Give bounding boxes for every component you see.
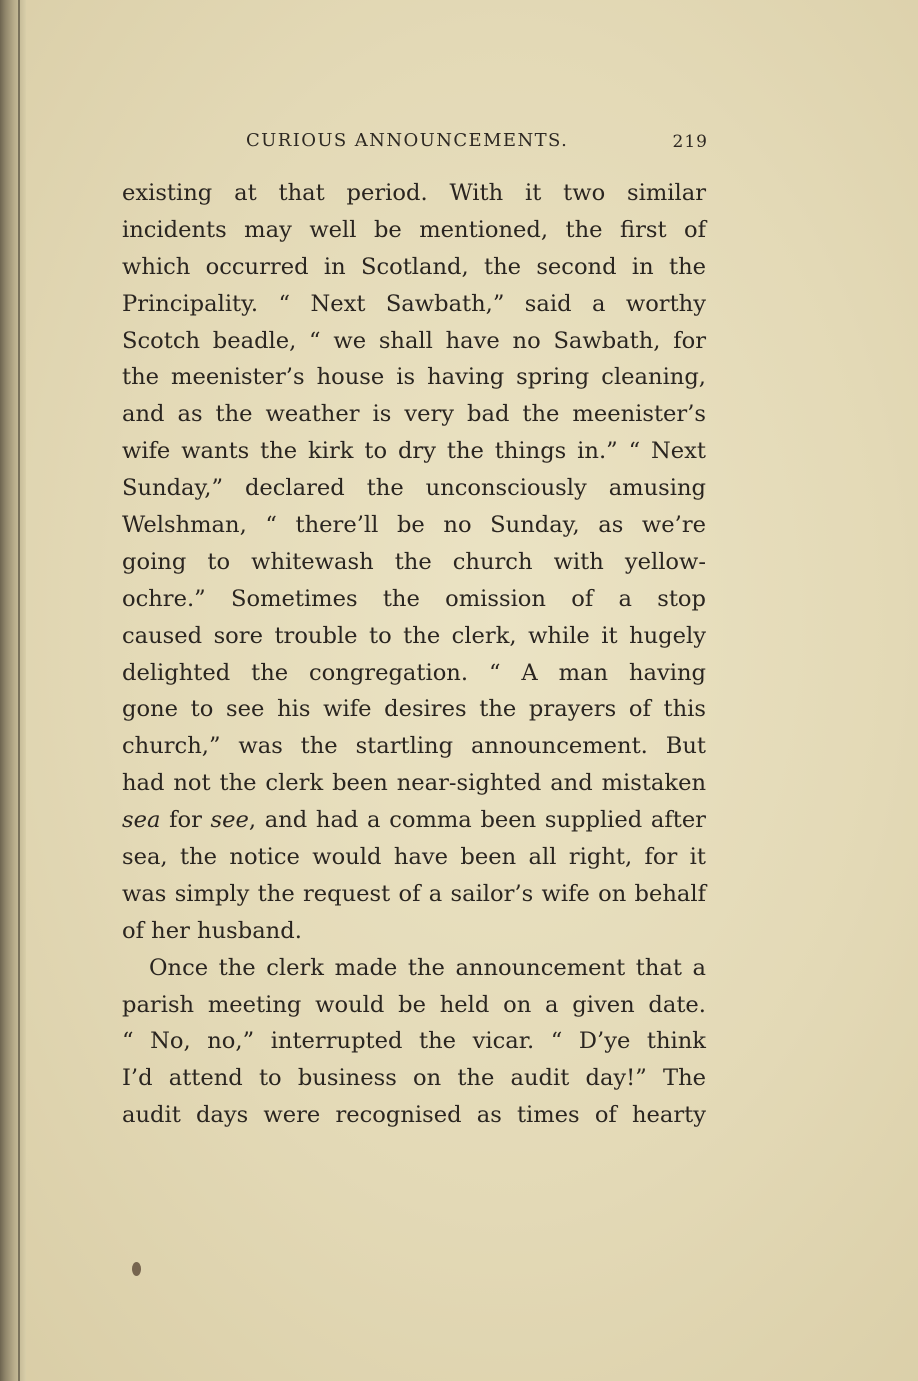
- text-line: church,” was the startling announcement. But: [122, 733, 706, 760]
- text-line: sea for see, and had a comma been supplied after: [122, 807, 706, 834]
- text-line: I’d attend to business on the audit day!” The: [122, 1065, 706, 1092]
- italic-word: sea: [122, 807, 161, 834]
- italic-word: see: [210, 807, 249, 834]
- text-line: parish meeting would be held on a given date.: [122, 991, 706, 1018]
- text-line: delighted the congregation. “ A man having: [122, 659, 706, 686]
- ink-spot: [132, 1262, 141, 1276]
- text-line: Sunday,” declared the unconsciously amusing: [122, 475, 706, 502]
- body-text: [122, 175, 706, 1134]
- text-line: wife wants the kirk to dry the things in.” “ Next: [122, 438, 706, 465]
- paragraph-2: [122, 950, 706, 1134]
- text-line: Principality. “ Next Sawbath,” said a worthy: [122, 290, 706, 317]
- text-line: Once the clerk made the announcement that a: [149, 954, 706, 981]
- text-line: existing at that period. With it two similar: [122, 180, 706, 206]
- running-head: CURIOUS ANNOUNCEMENTS.: [246, 130, 569, 151]
- text-line: ochre.” Sometimes the omission of a stop: [122, 585, 706, 612]
- text-line: going to whitewash the church with yellow-: [122, 548, 706, 575]
- page-number: 219: [672, 132, 708, 152]
- text-line: was simply the request of a sailor’s wife on behalf: [122, 880, 706, 907]
- text-line: and as the weather is very bad the meenister’s: [122, 401, 706, 428]
- text-line: incidents may well be mentioned, the first of: [122, 216, 706, 243]
- text-line: the meenister’s house is having spring cleaning,: [122, 364, 706, 391]
- text-line: caused sore trouble to the clerk, while it hugely: [122, 622, 706, 649]
- paragraph-1: [122, 175, 706, 950]
- text-line: audit days were recognised as times of hearty: [122, 1102, 706, 1129]
- text-line: “ No, no,” interrupted the vicar. “ D’ye think: [122, 1028, 706, 1055]
- text-line: gone to see his wife desires the prayers of this: [122, 696, 706, 723]
- text-line: which occurred in Scotland, the second in the: [122, 253, 706, 280]
- text-line: had not the clerk been near-sighted and mistaken: [122, 770, 706, 797]
- gutter-edge: [18, 0, 20, 1381]
- page-header: [246, 130, 708, 160]
- text-line: Scotch beadle, “ we shall have no Sawbath, for: [122, 327, 706, 354]
- page-gutter: [0, 0, 26, 1381]
- text-line: sea, the notice would have been all right, for it: [122, 844, 706, 871]
- text-line: Welshman, “ there’ll be no Sunday, as we’re: [122, 512, 706, 539]
- text-line: of her husband.: [122, 917, 302, 944]
